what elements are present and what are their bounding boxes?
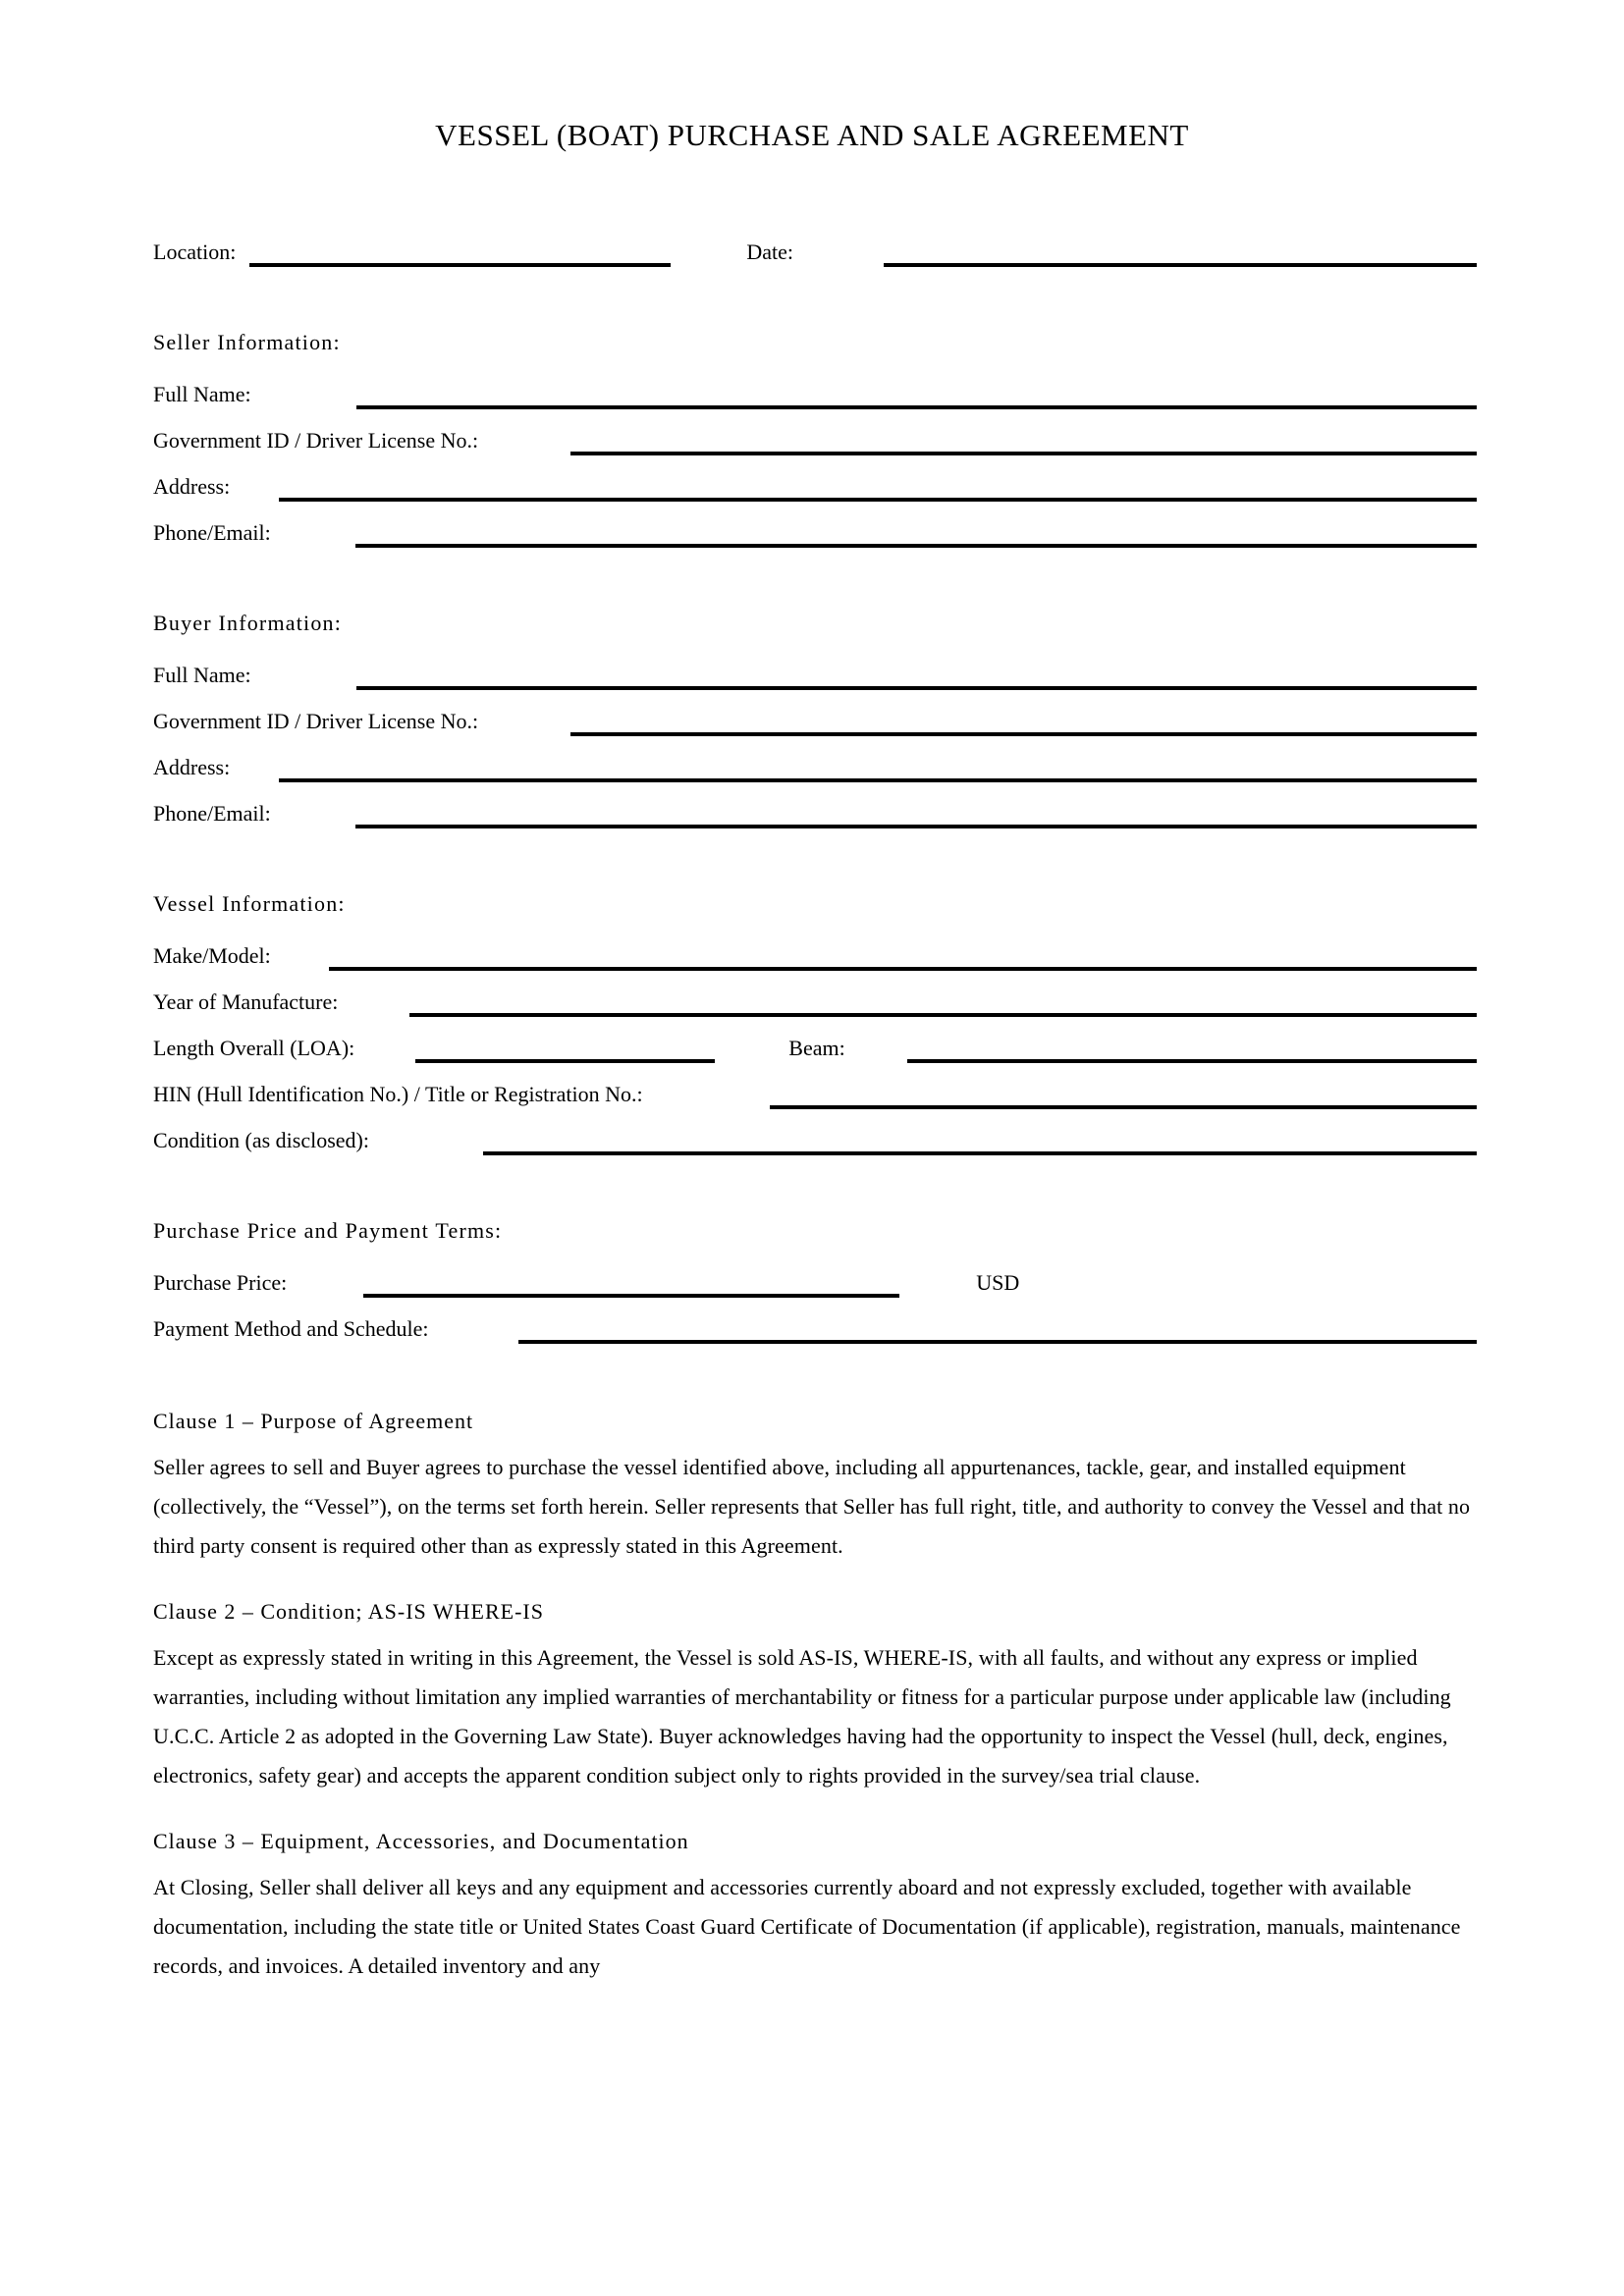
seller-address-row (153, 455, 1477, 502)
vessel-year-row (153, 971, 1477, 1017)
vessel-condition-field[interactable] (483, 1122, 1477, 1155)
vessel-hin-label: HIN (Hull Identification No.) / Title or Registration No.: (153, 1082, 643, 1106)
date-field[interactable] (884, 234, 1477, 267)
seller-gov-id-row (153, 409, 1477, 455)
buyer-gov-id-row (153, 690, 1477, 736)
seller-full-name-row (153, 363, 1477, 409)
document-content (0, 222, 1624, 1986)
seller-address-label: Address: (153, 474, 231, 499)
vessel-year-label: Year of Manufacture: (153, 989, 339, 1014)
currency-label: USD (976, 1270, 1020, 1295)
vessel-make-model-label: Make/Model: (153, 943, 271, 968)
date-label: Date: (746, 240, 793, 264)
seller-gov-id-label: Government ID / Driver License No.: (153, 428, 479, 453)
buyer-address-row (153, 736, 1477, 782)
clause-1-body: Seller agrees to sell and Buyer agrees to purchase the vessel identified above, including all appurtenances, tackle, gear, and installed equipment (collectively, the “Vessel”), on the terms set forth herein. Seller represents that Seller has full right, title, and authority to convey the Vessel and that no third party consent is required other than as expressly stated in this Agreement. (153, 1455, 1471, 1558)
clause-1 (153, 1401, 1477, 1566)
vessel-condition-row (153, 1109, 1477, 1155)
vessel-loa-label: Length Overall (LOA): (153, 1036, 355, 1060)
clause-2 (153, 1591, 1477, 1795)
location-field[interactable] (249, 234, 671, 267)
vessel-make-model-field[interactable] (329, 937, 1477, 971)
purchase-price-row (153, 1252, 1477, 1298)
seller-section-heading: Seller Information: (153, 330, 341, 354)
vessel-beam-label: Beam: (788, 1036, 845, 1060)
purchase-price-label: Purchase Price: (153, 1270, 288, 1295)
vessel-hin-field[interactable] (770, 1076, 1477, 1109)
buyer-full-name-row (153, 644, 1477, 690)
clause-2-body: Except as expressly stated in writing in this Agreement, the Vessel is sold AS-IS, WHERE-IS, with all faults, and without any express or implied warranties, including without limitation any implied warranties of merchantability or fitness for a particular purpose under applicable law (including U.C.C. Article 2 as adopted in the Governing Law State). Buyer acknowledges having had the opportunity to inspect the Vessel (hull, deck, engines, electronics, safety gear) and accepts the apparent condition subject only to rights provided in the survey/sea trial clause. (153, 1645, 1451, 1788)
payment-method-row (153, 1298, 1477, 1344)
clause-1-heading: Clause 1 – Purpose of Agreement (153, 1409, 474, 1433)
seller-phone-email-row (153, 502, 1477, 548)
buyer-gov-id-label: Government ID / Driver License No.: (153, 709, 479, 733)
buyer-gov-id-field[interactable] (570, 703, 1477, 736)
clause-3-heading: Clause 3 – Equipment, Accessories, and Documentation (153, 1829, 689, 1853)
clause-3-body: At Closing, Seller shall deliver all keys and any equipment and accessories currently aboard and not expressly excluded, together with available documentation, including the state title or United States Coast Guard Certificate of Documentation (if applicable), registration, manuals, maintenance records, and invoices. A detailed inventory and any (153, 1875, 1461, 1978)
clause-2-heading: Clause 2 – Condition; AS-IS WHERE-IS (153, 1599, 544, 1624)
vessel-loa-field[interactable] (415, 1030, 715, 1063)
vessel-beam-field[interactable] (907, 1030, 1477, 1063)
buyer-address-field[interactable] (279, 749, 1477, 782)
buyer-phone-email-row (153, 782, 1477, 828)
seller-full-name-label: Full Name: (153, 382, 251, 406)
buyer-full-name-label: Full Name: (153, 663, 251, 687)
buyer-address-label: Address: (153, 755, 231, 779)
buyer-phone-email-field[interactable] (355, 795, 1477, 828)
vessel-make-model-row (153, 925, 1477, 971)
buyer-section-heading: Buyer Information: (153, 611, 343, 635)
payment-section-heading: Purchase Price and Payment Terms: (153, 1218, 503, 1243)
location-date-row (153, 222, 1477, 267)
buyer-phone-email-label: Phone/Email: (153, 801, 271, 826)
page-title: VESSEL (BOAT) PURCHASE AND SALE AGREEMENT (435, 118, 1189, 152)
purchase-price-field[interactable] (363, 1264, 899, 1298)
seller-phone-email-label: Phone/Email: (153, 520, 271, 545)
payment-method-field[interactable] (518, 1310, 1477, 1344)
vessel-section-heading: Vessel Information: (153, 891, 346, 916)
buyer-full-name-field[interactable] (356, 657, 1477, 690)
clause-3 (153, 1821, 1477, 1986)
vessel-condition-label: Condition (as disclosed): (153, 1128, 369, 1152)
vessel-loa-beam-row (153, 1017, 1477, 1063)
seller-gov-id-field[interactable] (570, 422, 1477, 455)
vessel-hin-row (153, 1063, 1477, 1109)
payment-method-label: Payment Method and Schedule: (153, 1316, 429, 1341)
seller-address-field[interactable] (279, 468, 1477, 502)
vessel-year-field[interactable] (409, 984, 1477, 1017)
location-label: Location: (153, 240, 237, 264)
seller-full-name-field[interactable] (356, 376, 1477, 409)
seller-phone-email-field[interactable] (355, 514, 1477, 548)
